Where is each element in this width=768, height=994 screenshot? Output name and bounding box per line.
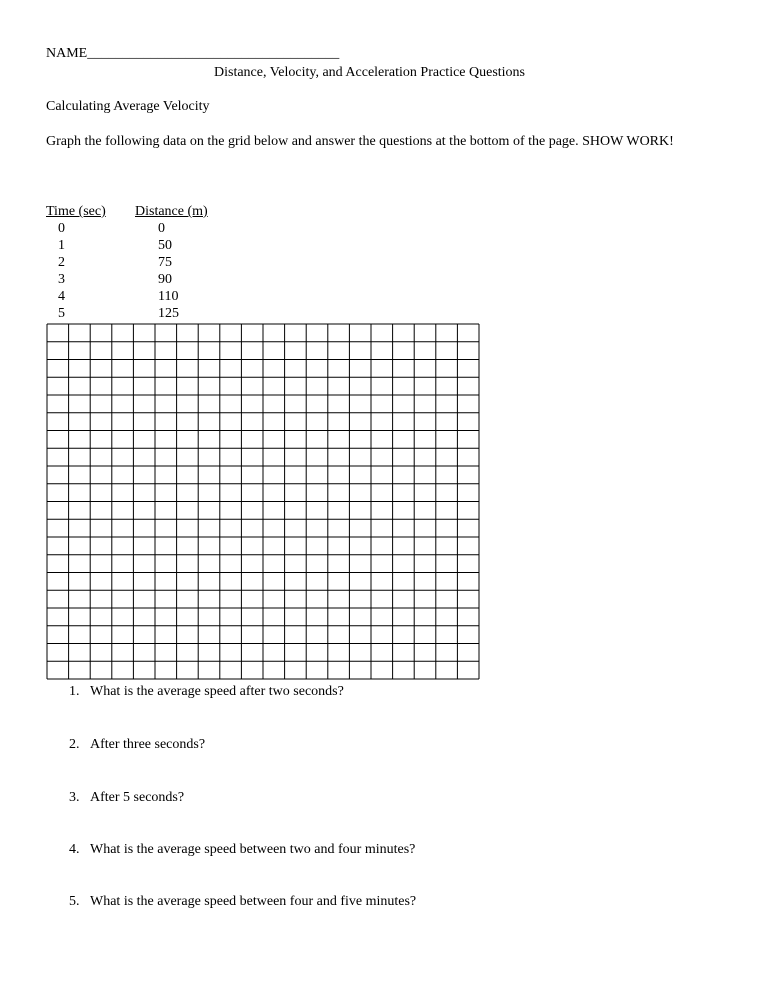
- distance-cell: 0: [158, 221, 165, 236]
- question-number: 4.: [69, 842, 80, 857]
- time-cell: 3: [58, 272, 65, 287]
- question-item: [46, 893, 416, 910]
- question-text: After 5 seconds?: [90, 790, 185, 805]
- question-item: [46, 789, 184, 806]
- graph-grid[interactable]: [46, 323, 480, 680]
- time-cell: 4: [58, 289, 65, 304]
- name-field-label: NAME____________________________________: [46, 46, 340, 61]
- question-item: [46, 683, 344, 700]
- question-text: After three seconds?: [90, 737, 206, 752]
- time-column: [46, 203, 136, 322]
- section-title: Calculating Average Velocity: [46, 99, 210, 114]
- worksheet-title: Distance, Velocity, and Acceleration Practice Questions: [214, 65, 526, 80]
- question-number: 2.: [69, 737, 80, 752]
- distance-cell: 90: [158, 272, 172, 287]
- time-cell: 1: [58, 238, 65, 253]
- distance-cell: 75: [158, 255, 172, 270]
- distance-column: [135, 203, 225, 322]
- distance-column-header: Distance (m): [135, 204, 208, 219]
- question-item: [46, 736, 205, 753]
- time-cell: 5: [58, 306, 65, 321]
- question-item: [46, 841, 415, 858]
- instructions: Graph the following data on the grid below and answer the questions at the bottom of the page. SHOW WORK!: [46, 134, 674, 149]
- question-number: 3.: [69, 790, 80, 805]
- time-cell: 0: [58, 221, 65, 236]
- time-column-header: Time (sec): [46, 204, 106, 219]
- distance-cell: 50: [158, 238, 172, 253]
- question-number: 1.: [69, 684, 80, 699]
- question-text: What is the average speed between two and four minutes?: [90, 842, 416, 857]
- distance-cell: 125: [158, 306, 179, 321]
- question-number: 5.: [69, 894, 80, 909]
- distance-cell: 110: [158, 289, 179, 304]
- question-text: What is the average speed between four and five minutes?: [90, 894, 417, 909]
- time-cell: 2: [58, 255, 65, 270]
- question-text: What is the average speed after two seconds?: [90, 684, 344, 699]
